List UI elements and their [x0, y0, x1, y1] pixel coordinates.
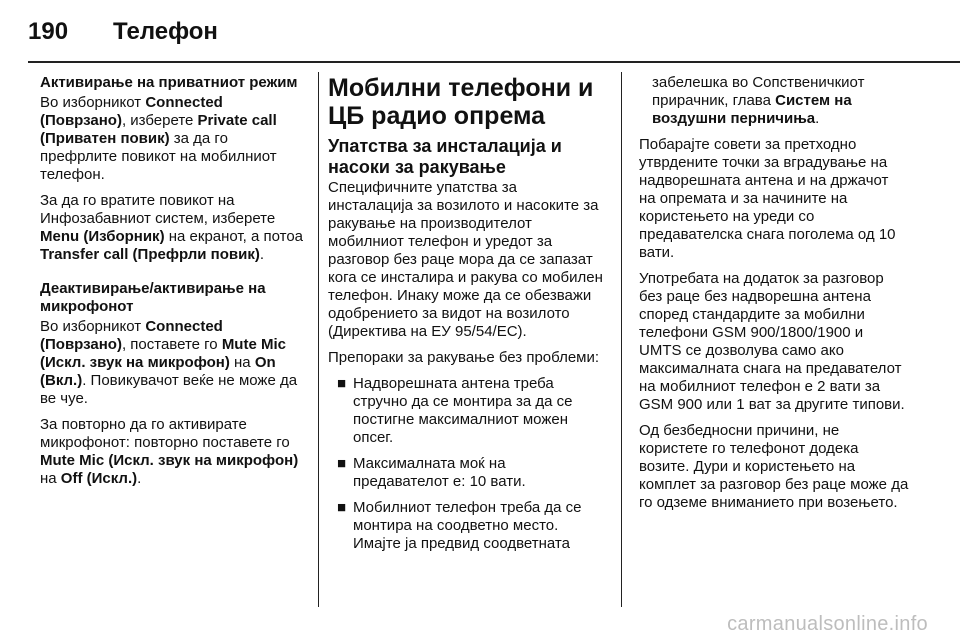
section-heading-private-mode: Активирање на приватниот режим	[40, 74, 298, 91]
paragraph: Побарајте совети за претходно утврдените точки за вградување на надворешната антена и на држачот на опремата и за начините на користењето на уреди со предавателска снага поголема од 10 вати.	[639, 136, 896, 261]
paragraph: Во изборникот Connected (Поврзано), поставете го Mute Mic (Искл. звук на микрофон) на On (Вкл.). Повикувачот веќе не може да ве чуе.	[40, 318, 298, 407]
list-item: ■ Мобилниот телефон треба да се монтира на соодветно место. Имајте ја предвид соодветната	[337, 499, 582, 552]
paragraph: За да го вратите повикот на Инфозабавниот систем, изберете Menu (Изборник) на екранот, а потоа Transfer call (Префрли повик).	[40, 192, 303, 263]
section-title-mobile-phones: Мобилни телефони и ЦБ радио опрема	[328, 74, 594, 130]
paragraph: Специфичните упатства за инсталација за возилото и насоките за ракување на производителот мобилниот телефон и уредот за разговор без раце мора да се запазат кога се инсталира и ракува со мобилен телефон. Инаку може да се обезважи одобрението за видот на возилото (Директива на ЕУ 95/54/ЕС).	[328, 179, 603, 340]
bullet-square-icon: ■	[337, 499, 347, 516]
subsection-title-installation: Упатства за инсталација и насоки за ракување	[328, 136, 562, 177]
column-divider-left	[318, 72, 319, 607]
column-divider-right	[621, 72, 622, 607]
recommendation-list	[328, 375, 603, 553]
watermark: carmanualsonline.info	[727, 613, 928, 635]
column-right	[639, 74, 909, 520]
section-heading-microphone: Деактивирање/активирање на микрофонот	[40, 280, 266, 315]
paragraph: Препораки за ракување без проблеми:	[328, 349, 600, 366]
paragraph: За повторно да го активирате микрофонот: повторно поставете го Mute Mic (Искл. звук на микрофон) на Off (Искл.).	[40, 416, 299, 487]
bullet-square-icon: ■	[337, 375, 347, 392]
paragraph-continued: забелешка во Сопственичкиот прирачник, глава Систем на воздушни перничиња.	[652, 74, 865, 127]
page-number: 190	[28, 18, 69, 45]
paragraph: Од безбедносни причини, не користете го телефонот додека возите. Дури и користењето на комплет за разговор без раце може да го одземе вниманието при возењето.	[639, 422, 909, 511]
header-rule	[28, 61, 960, 63]
column-middle	[328, 74, 603, 561]
bullet-square-icon: ■	[337, 455, 347, 472]
list-item: ■ Максималната моќ на предавателот е: 10 вати.	[337, 455, 526, 490]
list-item: ■ Надворешната антена треба стручно да се монтира за да се постигне максималниот можен опсег.	[337, 375, 573, 446]
column-left	[40, 74, 305, 496]
page-title: Телефон	[113, 18, 218, 45]
paragraph: Употребата на додаток за разговор без раце без надворешна антена според стандардите за мобилни телефони GSM 900/1800/1900 и UMTS се дозволува само ако максималната снага на предавателот на мобилниот телефон е 2 вати за GSM 900 или 1 ват за другите типови.	[639, 270, 905, 413]
paragraph: Во изборникот Connected (Поврзано), изберете Private call (Приватен повик) за да го префрлите повикот на мобилниот телефон.	[40, 94, 277, 183]
